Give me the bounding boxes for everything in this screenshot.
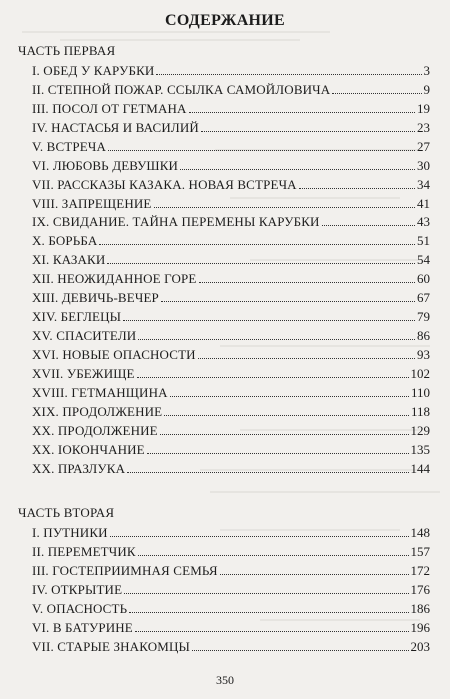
- chapter-page-number: 79: [417, 309, 430, 325]
- dot-leader: [199, 282, 416, 283]
- dot-leader: [220, 574, 409, 575]
- chapter-page-number: 196: [410, 619, 430, 635]
- chapter-title: XVI. НОВЫЕ ОПАСНОСТИ: [32, 347, 196, 362]
- dot-leader: [192, 650, 409, 651]
- chapter-page-number: 54: [417, 252, 430, 268]
- chapter-page-number: 43: [417, 214, 430, 230]
- dot-leader: [138, 555, 409, 556]
- chapter-page-number: 157: [410, 543, 430, 559]
- chapter-title: V. ВСТРЕЧА: [32, 138, 107, 154]
- chapter-title: II. СТЕПНОЙ ПОЖАР. ССЫЛКА САМОЙЛОВИЧА: [32, 81, 331, 97]
- toc-entry: [32, 540, 430, 559]
- toc-entry: [32, 211, 430, 230]
- dot-leader: [135, 631, 409, 632]
- chapter-title: XX. ПРОДОЛЖЕНИЕ: [32, 422, 158, 438]
- chapter-title: XII. НЕОЖИДАННОЕ ГОРЕ: [32, 271, 197, 287]
- chapter-title: VII. СТАРЫЕ ЗНАКОМЦЫ: [32, 638, 190, 654]
- dot-leader: [137, 377, 409, 378]
- chapter-title: X. БОРЬБА: [32, 233, 98, 249]
- chapter-page-number: 51: [417, 233, 430, 249]
- chapter-title: XV. СПАСИТЕЛИ: [32, 328, 137, 344]
- dot-leader: [138, 339, 415, 340]
- toc-entry: [32, 578, 430, 597]
- chapter-page-number: 30: [417, 157, 430, 173]
- toc-entry: [32, 457, 430, 476]
- chapter-title: XIX. ПРОДОЛЖЕНИЕ: [32, 403, 163, 419]
- toc-entry: [32, 324, 430, 343]
- chapter-page-number: 110: [410, 384, 430, 400]
- chapter-page-number: 23: [417, 119, 430, 135]
- chapter-page-number: 27: [417, 138, 430, 154]
- dot-leader: [161, 301, 415, 302]
- dot-leader: [107, 263, 415, 264]
- toc-entry: [32, 400, 430, 419]
- chapter-page-number: 148: [410, 524, 430, 540]
- page-number: 350: [216, 673, 234, 687]
- dot-leader: [147, 453, 409, 454]
- toc-entry: [32, 154, 430, 173]
- toc-entry: [32, 438, 430, 457]
- chapter-page-number: 203: [410, 638, 430, 654]
- chapter-page-number: 19: [417, 100, 430, 116]
- dot-leader: [124, 593, 408, 594]
- dot-leader: [299, 188, 415, 189]
- toc-entry: [32, 135, 430, 154]
- chapter-title: VI. В БАТУРИНЕ: [32, 619, 133, 635]
- dot-leader: [129, 612, 408, 613]
- toc-entry: [32, 381, 430, 400]
- dot-leader: [110, 536, 409, 537]
- part-one-title: ЧАСТЬ ПЕРВАЯ: [18, 43, 116, 58]
- contents-heading: СОДЕРЖАНИЕ: [164, 12, 286, 29]
- chapter-title: III. ГОСТЕПРИИМНАЯ СЕМЬЯ: [32, 562, 218, 578]
- chapter-title: XVIII. ГЕТМАНЩИНА: [32, 384, 168, 400]
- chapter-title: XX. ПРАЗЛУКА: [32, 460, 126, 476]
- toc-entry: [32, 597, 430, 616]
- chapter-page-number: 3: [423, 62, 430, 78]
- toc-entry: [32, 229, 430, 248]
- dot-leader: [127, 472, 408, 473]
- dot-leader: [180, 169, 415, 170]
- chapter-title: VI. ЛЮБОВЬ ДЕВУШКИ: [32, 157, 179, 173]
- dot-leader: [123, 320, 415, 321]
- toc-entry: [32, 559, 430, 578]
- toc-entry: [32, 616, 430, 635]
- chapter-page-number: 34: [417, 176, 430, 192]
- chapter-page-number: 176: [410, 581, 430, 597]
- chapter-title: XIII. ДЕВИЧЬ-ВЕЧЕР: [32, 290, 159, 306]
- dot-leader: [108, 150, 415, 151]
- chapter-title: V. ОПАСНОСТЬ: [32, 600, 128, 616]
- toc-entry: [32, 305, 430, 324]
- chapter-title: I. ОБЕД У КАРУБКИ: [32, 62, 155, 78]
- part-one-chapter-list: [32, 59, 430, 476]
- chapter-title: III. ПОСОЛ ОТ ГЕТМАНА: [32, 100, 187, 116]
- chapter-title: IV. ОТКРЫТИЕ: [32, 581, 123, 597]
- chapter-page-number: 172: [410, 562, 430, 578]
- toc-entry: [32, 286, 430, 305]
- chapter-page-number: 93: [417, 347, 430, 362]
- dot-leader: [156, 74, 421, 75]
- toc-entry: [32, 521, 430, 540]
- toc-entry: [32, 267, 430, 286]
- toc-entry: [32, 78, 430, 97]
- toc-entry: [32, 362, 430, 381]
- chapter-title: IV. НАСТАСЬЯ И ВАСИЛИЙ: [32, 119, 199, 135]
- chapter-page-number: 102: [410, 365, 430, 381]
- toc-entry: [32, 419, 430, 438]
- dot-leader: [189, 112, 415, 113]
- chapter-page-number: 60: [417, 271, 430, 287]
- dot-leader: [164, 415, 409, 416]
- chapter-page-number: 129: [410, 422, 430, 438]
- chapter-page-number: 144: [410, 460, 430, 476]
- toc-entry: [32, 192, 430, 211]
- chapter-page-number: 135: [410, 441, 430, 457]
- chapter-title: VII. РАССКАЗЫ КАЗАКА. НОВАЯ ВСТРЕЧА: [32, 176, 297, 192]
- chapter-title: I. ПУТНИКИ: [32, 524, 108, 540]
- toc-entry: [32, 173, 430, 192]
- chapter-page-number: 118: [410, 403, 430, 419]
- chapter-page-number: 186: [410, 600, 430, 616]
- chapter-page-number: 9: [423, 81, 430, 97]
- dot-leader: [99, 244, 415, 245]
- dot-leader: [201, 131, 415, 132]
- part-two-chapter-list: [32, 521, 430, 654]
- toc-entry: [32, 116, 430, 135]
- dot-leader: [154, 207, 415, 208]
- chapter-title: IX. СВИДАНИЕ. ТАЙНА ПЕРЕМЕНЫ КАРУБКИ: [32, 214, 320, 230]
- dot-leader: [160, 434, 409, 435]
- dot-leader: [322, 225, 415, 226]
- chapter-title: II. ПЕРЕМЕТЧИК: [32, 543, 136, 559]
- chapter-page-number: 41: [417, 195, 430, 211]
- toc-entry: [32, 635, 430, 654]
- chapter-page-number: 67: [417, 290, 430, 306]
- chapter-title: XI. КАЗАКИ: [32, 252, 106, 268]
- chapter-title: XX. ІОКОНЧАНИЕ: [32, 441, 145, 457]
- dot-leader: [198, 358, 415, 359]
- dot-leader: [332, 93, 421, 94]
- toc-entry: [32, 97, 430, 116]
- part-two-title: ЧАСТЬ ВТОРАЯ: [18, 505, 115, 520]
- toc-entry: [32, 248, 430, 267]
- chapter-title: XIV. БЕГЛЕЦЫ: [32, 309, 122, 325]
- chapter-page-number: 86: [417, 328, 430, 344]
- chapter-title: XVII. УБЕЖИЩЕ: [32, 365, 135, 381]
- toc-entry: [32, 343, 430, 362]
- toc-entry: [32, 59, 430, 78]
- chapter-title: VIII. ЗАПРЕЩЕНИЕ: [32, 195, 152, 211]
- dot-leader: [170, 396, 409, 397]
